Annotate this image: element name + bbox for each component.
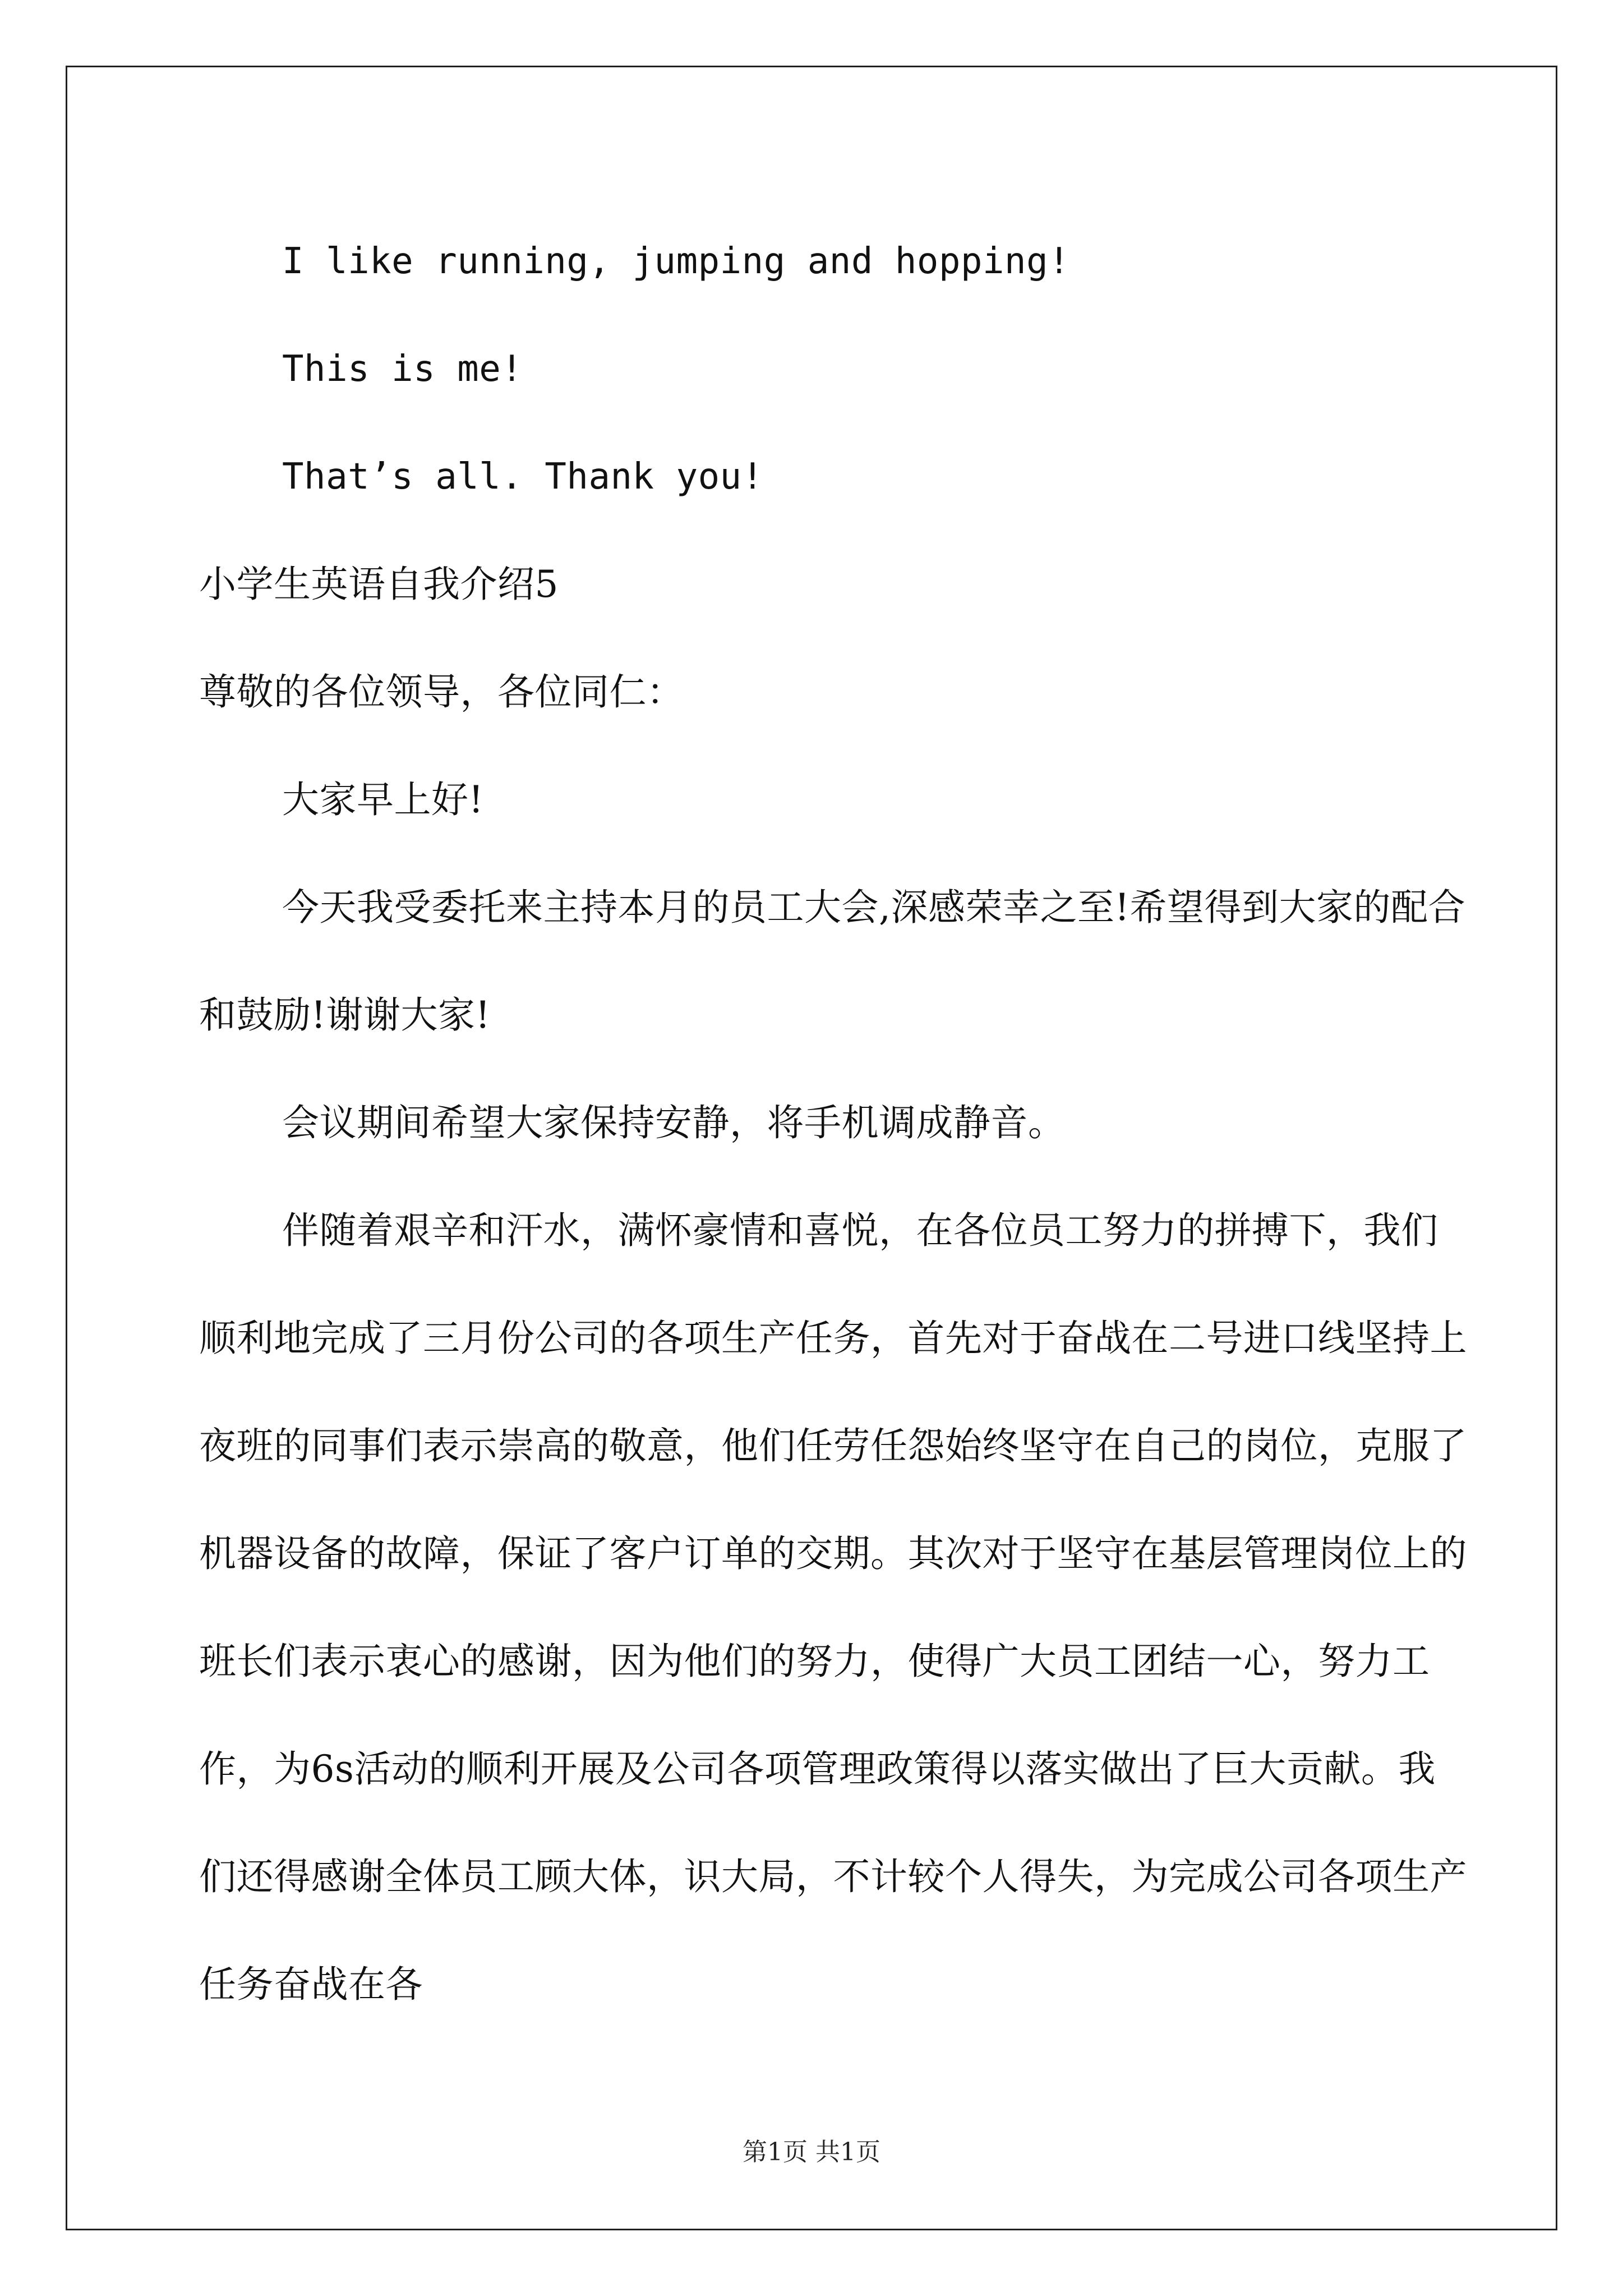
- page-footer: 第1页 共1页: [743, 2138, 880, 2166]
- paragraph-body: 伴随着艰辛和汗水，满怀豪情和喜悦，在各位员工努力的拼搏下，我们顺利地完成了三月份公司的各项生产任务，首先对于奋战在二号进口线坚持上夜班的同事们表示崇高的敬意，他们任劳任怨始终坚守在自己的岗位，克服了机器设备的故障，保证了客户订单的交期。其次对于坚守在基层管理岗位上的班长们表示衷心的感谢，因为他们的努力，使得广大员工团结一心，努力工作，为6s活动的顺利开展及公司各项管理政策得以落实做出了巨大贡献。我们还得感谢全体员工顾大体，识大局，不计较个人得失，为完成公司各项生产任务奋战在各: [199, 1209, 1467, 2006]
- paragraph-notice: 会议期间希望大家保持安静，将手机调成静音。: [282, 1101, 1066, 1144]
- salutation: 尊敬的各位领导，各位同仁：: [199, 670, 684, 714]
- greeting: 大家早上好!: [282, 778, 484, 821]
- section-heading: 小学生英语自我介绍5: [199, 563, 559, 606]
- paragraph-english-3: That’s all. Thank you!: [282, 456, 764, 498]
- paragraph-english-1: I like running, jumping and hopping!: [282, 241, 1071, 282]
- document-body: [199, 208, 1472, 2039]
- paragraph-intro: 今天我受委托来主持本月的员工大会,深感荣幸之至!希望得到大家的配合和鼓励!谢谢大家!: [199, 886, 1466, 1037]
- paragraph-english-2: This is me!: [282, 348, 523, 390]
